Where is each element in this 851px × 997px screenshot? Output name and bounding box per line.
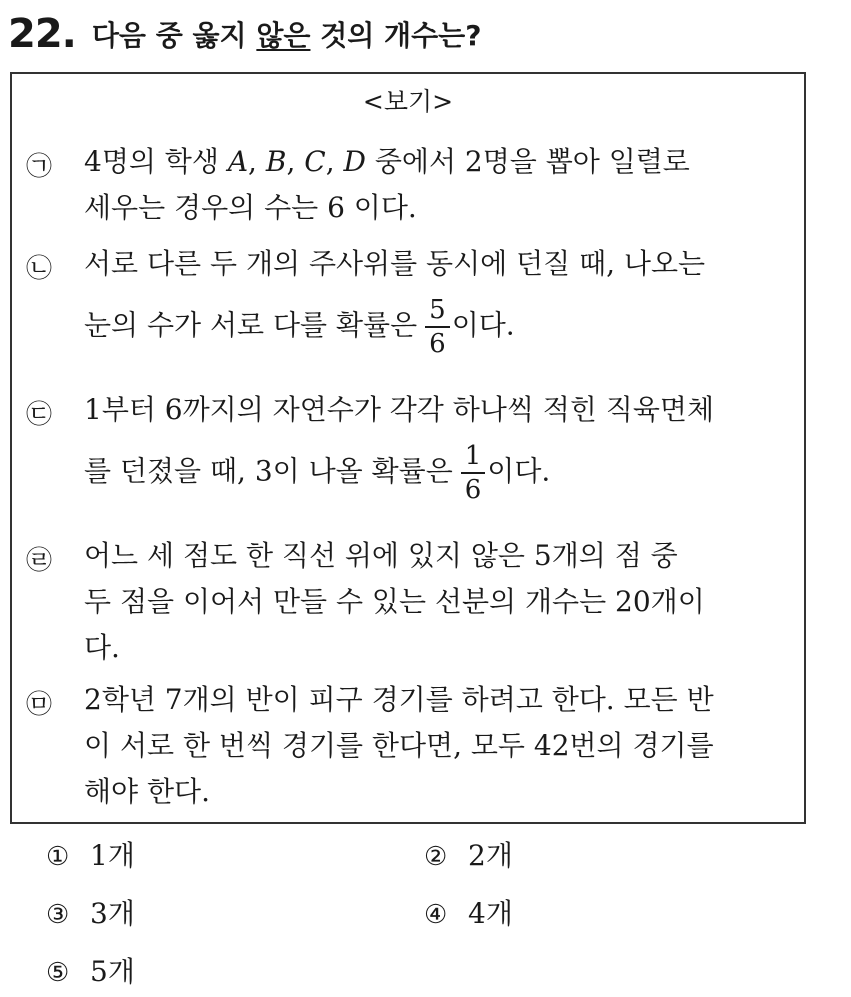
choice-4[interactable] bbox=[424, 896, 513, 933]
choice-2[interactable] bbox=[424, 838, 513, 875]
item-line: 해야 한다. bbox=[84, 775, 210, 808]
item-line: 이 서로 한 번씩 경기를 한다면, 모두 42번의 경기를 bbox=[84, 729, 714, 762]
choice-5[interactable] bbox=[46, 954, 135, 991]
choice-mark: ② bbox=[424, 842, 448, 872]
choice-mark: ③ bbox=[46, 900, 70, 930]
question-header bbox=[8, 8, 481, 56]
item-line: 1부터 6까지의 자연수가 각각 하나씩 적힌 직육면체 bbox=[84, 393, 714, 426]
item-line: 세우는 경우의 수는 6 이다. bbox=[84, 191, 417, 224]
choice-mark: ① bbox=[46, 842, 70, 872]
item-line: 서로 다른 두 개의 주사위를 동시에 던질 때, 나오는 bbox=[84, 247, 706, 280]
item-line: 두 점을 이어서 만들 수 있는 선분의 개수는 20개이 bbox=[84, 585, 705, 618]
item-line: 다. bbox=[84, 631, 120, 664]
choice-label: 1개 bbox=[90, 839, 135, 872]
choice-1[interactable] bbox=[46, 838, 135, 875]
item-line: 눈의 수가 서로 다를 확률은 $\frac{5}{6}$ 이다. bbox=[84, 295, 515, 359]
item-mark: ㉣ bbox=[26, 546, 53, 576]
choice-label: 4개 bbox=[468, 897, 513, 930]
question-number: 22. bbox=[8, 11, 76, 57]
choice-label: 3개 bbox=[90, 897, 135, 930]
choice-label: 2개 bbox=[468, 839, 513, 872]
item-line: 2학년 7개의 반이 피구 경기를 하려고 한다. 모든 반 bbox=[84, 683, 714, 716]
example-box-title: <보기> bbox=[362, 87, 454, 116]
item-line: 를 던졌을 때, 3이 나올 확률은 $\frac{1}{6}$ 이다. bbox=[84, 441, 551, 505]
question-text-after: 것의 개수는? bbox=[310, 19, 482, 52]
example-box bbox=[10, 72, 806, 824]
item-mark: ㉡ bbox=[26, 254, 53, 284]
item-mark: ㉠ bbox=[26, 152, 53, 182]
question-text-underlined: 않은 bbox=[256, 19, 311, 52]
choice-mark: ④ bbox=[424, 900, 448, 930]
question-text bbox=[92, 16, 482, 56]
item-mark: ㉤ bbox=[26, 690, 53, 720]
item-line: 4명의 학생 A, B, C, D 중에서 2명을 뽑아 일렬로 bbox=[84, 145, 690, 178]
fraction: $\frac{5}{6}$ bbox=[425, 296, 450, 358]
question-text-before: 다음 중 옳지 bbox=[91, 19, 257, 52]
choice-3[interactable] bbox=[46, 896, 135, 933]
choice-mark: ⑤ bbox=[46, 958, 70, 988]
item-mark: ㉢ bbox=[26, 400, 53, 430]
choice-label: 5개 bbox=[90, 955, 135, 988]
fraction: $\frac{1}{6}$ bbox=[461, 442, 486, 504]
item-line: 어느 세 점도 한 직선 위에 있지 않은 5개의 점 중 bbox=[84, 539, 678, 572]
